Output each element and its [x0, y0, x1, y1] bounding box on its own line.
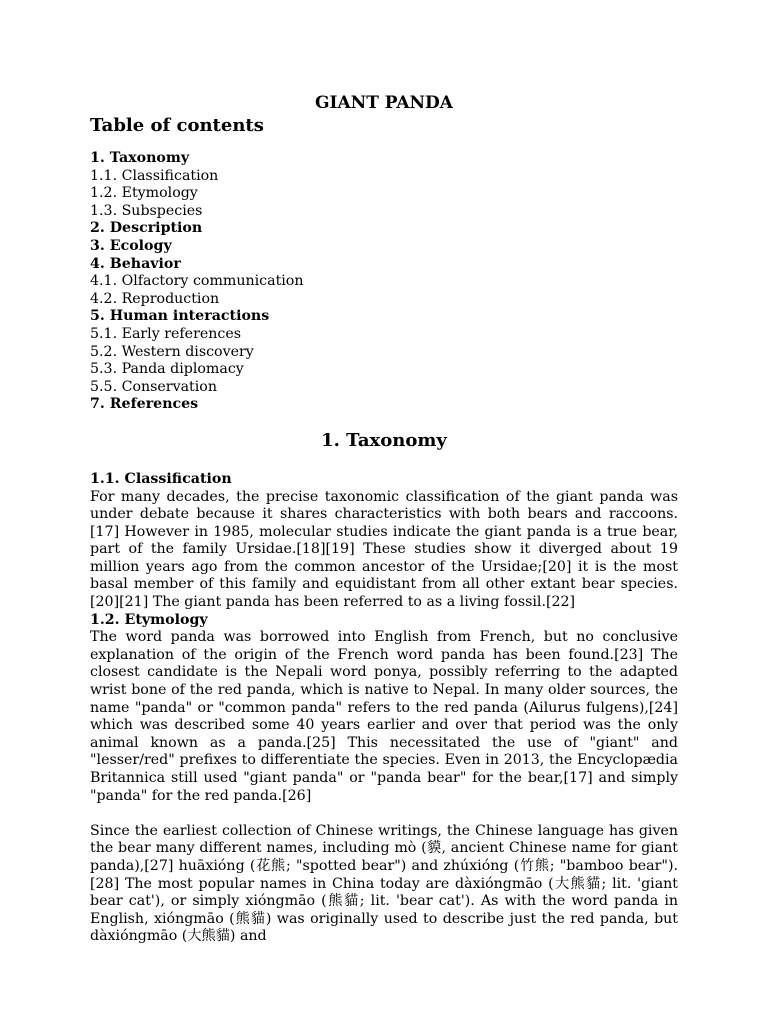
toc-item: 1.2. Etymology	[90, 185, 198, 202]
document-body	[90, 92, 678, 946]
toc-item: 5. Human interactions	[90, 308, 270, 325]
toc-item: 1. Taxonomy	[90, 150, 190, 166]
toc-item: 3. Ecology	[90, 237, 172, 254]
toc-item: 5.1. Early references	[90, 325, 242, 342]
toc-item: 4. Behavior	[90, 255, 181, 272]
etymology-paragraph-1: The word panda was borrowed into English from French, but no conclusive explanation of the origin of the French word panda has been found.[23] The closest candidate is the Nepali word ponya, possibly referring to the adapted wrist bone of the red panda, which is native to Nepal. In many older sources, the name "panda" or "common panda" refers to the red panda (Ailurus fulgens),[24] which was described some 40 years earlier and over that period was the only animal known as a panda.[25] This necessitated the use of "giant" and "lesser/red" prefixes to differentiate the species. Even in 2013, the Encyclopædia Britannica still used "giant panda" or "panda bear" for the bear,[17] and simply "panda" for the red panda.[26]	[90, 629, 678, 804]
toc-item: 1.1. Classification	[90, 167, 219, 184]
toc-item: 4.1. Olfactory communication	[90, 273, 304, 290]
section-title-taxonomy: 1. Taxonomy	[321, 429, 447, 451]
classification-paragraph: For many decades, the precise taxonomic classification of the giant panda was under debate because it shares characteristics with both bears and raccoons.[17] However in 1985, molecular studies indicate the giant panda is a true bear, part of the family Ursidae.[18][19] These studies show it diverged about 19 million years ago from the common ancestor of the Ursidae;[20] it is the most basal member of this family and equidistant from all other extant bear species.[20][21] The giant panda has been referred to as a living fossil.[22]	[90, 488, 678, 611]
subsection-heading-classification: 1.1. Classification	[90, 470, 232, 487]
document-title: GIANT PANDA	[315, 93, 453, 113]
toc-item: 1.3. Subspecies	[90, 202, 203, 219]
toc-item: 5.3. Panda diplomacy	[90, 361, 244, 378]
toc-item: 5.2. Western discovery	[90, 343, 254, 360]
subsection-heading-etymology: 1.2. Etymology	[90, 611, 208, 628]
table-of-contents	[90, 150, 678, 414]
etymology-paragraph-2: Since the earliest collection of Chinese writings, the Chinese language has given the bear many different names, including mò (貘, ancient Chinese name for giant panda),[27] huāxióng (花熊; "spotted bear") and zhúxióng (竹熊; "bamboo bear").[28] The most popular names in China today are dàxióngmāo (大熊貓; lit. 'giant bear cat'), or simply xióngmāo (熊貓; lit. 'bear cat'). As with the word panda in English, xióngmāo (熊貓) was originally used to describe just the red panda, but dàxióngmāo (大熊貓) and	[90, 822, 678, 945]
toc-item: 2. Description	[90, 220, 203, 237]
toc-item: 7. References	[90, 396, 199, 413]
toc-heading: Table of contents	[90, 115, 264, 136]
toc-item: 4.2. Reproduction	[90, 290, 220, 307]
toc-item: 5.5. Conservation	[90, 378, 217, 395]
